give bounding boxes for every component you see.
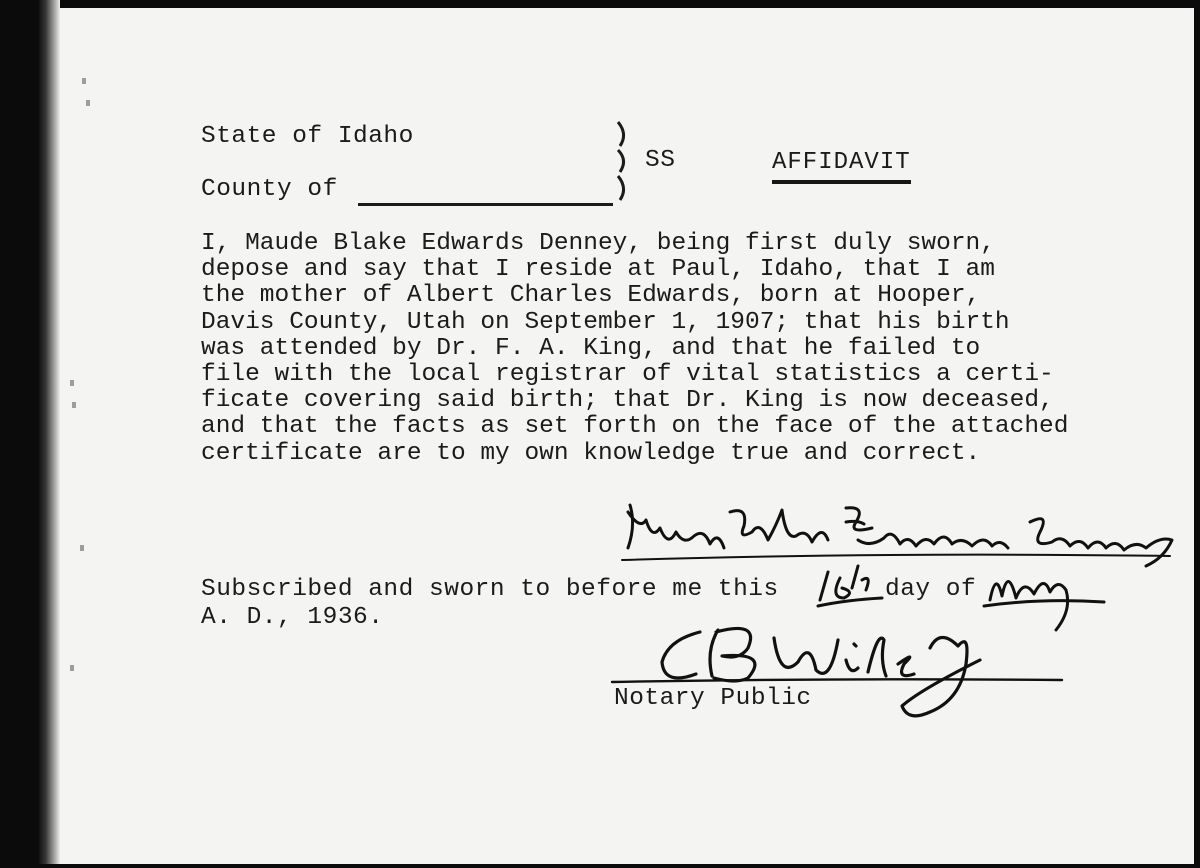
- jurat-prefix: Subscribed and sworn to before me this: [201, 576, 779, 603]
- body-line: was attended by Dr. F. A. King, and that he failed to: [201, 334, 981, 362]
- body-line: and that the facts as set forth on the face of the attached: [201, 413, 1069, 441]
- body-line: ficate covering said birth; that Dr. King is now deceased,: [201, 387, 1054, 415]
- state-line: State of Idaho: [201, 123, 414, 150]
- notary-public-label: Notary Public: [614, 685, 812, 712]
- body-line: Davis County, Utah on September 1, 1907; that his birth: [201, 308, 1010, 336]
- county-label: County of: [201, 176, 338, 203]
- document-title: AFFIDAVIT: [772, 149, 911, 176]
- ss-label: SS: [645, 147, 676, 174]
- jurat-day-of: day of: [885, 576, 977, 603]
- body-line: I, Maude Blake Edwards Denney, being first duly sworn,: [201, 230, 995, 257]
- jurat-year: A. D., 1936.: [201, 604, 384, 631]
- body-line: the mother of Albert Charles Edwards, born at Hooper,: [201, 282, 981, 310]
- body-line: depose and say that I reside at Paul, Idaho, that I am: [201, 256, 995, 284]
- body-line: certificate are to my own knowledge true and correct.: [201, 439, 981, 467]
- body-line: file with the local registrar of vital statistics a certi-: [201, 360, 1054, 388]
